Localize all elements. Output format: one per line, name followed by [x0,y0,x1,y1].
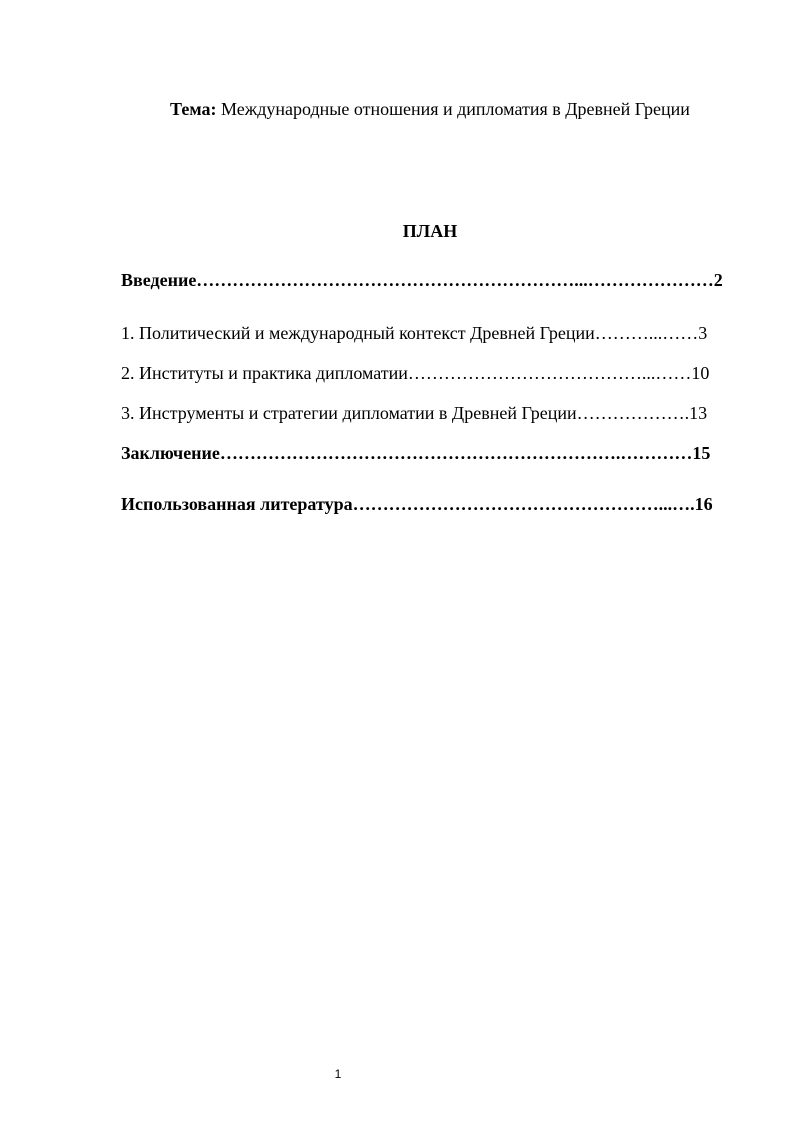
toc-entry-bibliography: Использованная литература……………………………………………...….16 [121,494,713,514]
toc-entry-conclusion: Заключение………………………………………………………….…………15 [121,443,711,463]
toc-entry-introduction: Введение………………………………………………………...…………………2 [121,270,723,290]
plan-title: ПЛАН [402,221,458,241]
topic-label: Тема: [170,99,217,119]
topic-text: Международные отношения и дипломатия в Древней Греции [216,99,690,119]
document-topic [0,97,800,121]
toc-entry-chapter-1: 1. Политический и международный контекст Древней Греции………...……3 [121,323,708,343]
toc-entry-chapter-2: 2. Институты и практика дипломатии…………………………………...……10 [121,363,710,383]
toc-entry-chapter-3: 3. Инструменты и стратегии дипломатии в Древней Греции……………….13 [121,403,708,423]
page-number: 1 [334,1067,342,1081]
